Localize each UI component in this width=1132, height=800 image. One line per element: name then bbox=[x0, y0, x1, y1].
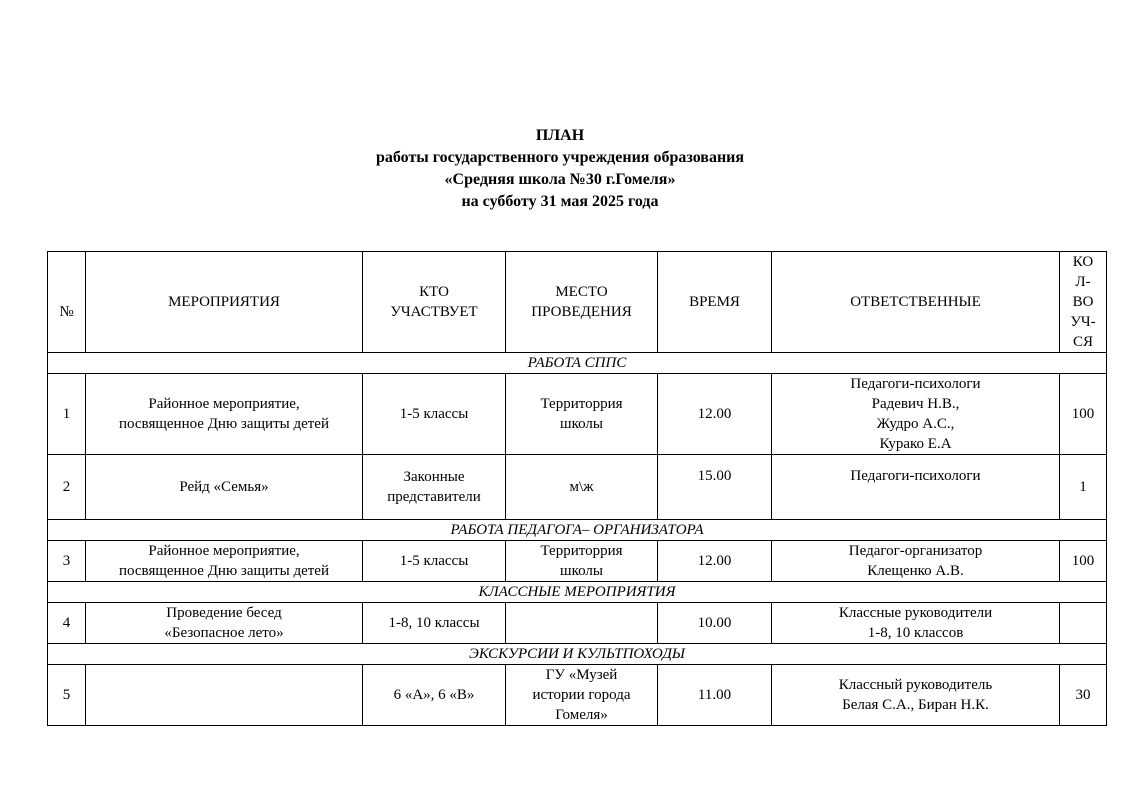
row-place-line: школы bbox=[560, 563, 603, 579]
row-event-line: «Безопасное лето» bbox=[164, 625, 284, 641]
table-row bbox=[48, 455, 1107, 520]
row-time: 11.00 bbox=[658, 665, 772, 726]
section-title: ЭКСКУРСИИ И КУЛЬТПОХОДЫ bbox=[48, 644, 1107, 665]
row-resp bbox=[772, 665, 1060, 726]
row-count: 100 bbox=[1060, 374, 1107, 455]
row-resp-line: Классный руководитель bbox=[838, 677, 993, 693]
row-place-line: истории города bbox=[532, 687, 631, 703]
row-count: 30 bbox=[1060, 665, 1107, 726]
row-resp-line: Клещенко А.В. bbox=[867, 563, 964, 579]
row-place bbox=[506, 603, 658, 644]
row-num: 3 bbox=[48, 541, 86, 582]
header-who-line: УЧАСТВУЕТ bbox=[390, 304, 478, 320]
section-title: РАБОТА ПЕДАГОГА– ОРГАНИЗАТОРА bbox=[48, 520, 1107, 541]
title-line-3: «Средняя школа №30 г.Гомеля» bbox=[444, 171, 676, 188]
row-resp-line: Белая С.А., Биран Н.К. bbox=[842, 697, 989, 713]
document-title bbox=[0, 125, 1120, 213]
row-place-line: Территоррия bbox=[540, 396, 623, 412]
header-place-line: ПРОВЕДЕНИЯ bbox=[531, 304, 632, 320]
header-event: МЕРОПРИЯТИЯ bbox=[86, 252, 363, 353]
row-event-line: посвященное Дню защиты детей bbox=[119, 416, 329, 432]
header-count-line: КО bbox=[1072, 254, 1094, 270]
section-title: КЛАССНЫЕ МЕРОПРИЯТИЯ bbox=[48, 582, 1107, 603]
table-row bbox=[48, 374, 1107, 455]
row-time: 10.00 bbox=[658, 603, 772, 644]
row-event-line: посвященное Дню защиты детей bbox=[119, 563, 329, 579]
row-place-line: Гомеля» bbox=[555, 707, 608, 723]
header-count-line: Л- bbox=[1075, 274, 1091, 290]
row-time: 12.00 bbox=[658, 541, 772, 582]
header-count bbox=[1060, 252, 1107, 353]
row-event-line: Проведение бесед bbox=[166, 605, 282, 621]
row-event bbox=[86, 374, 363, 455]
row-place-line: м\ж bbox=[569, 479, 594, 495]
row-event bbox=[86, 603, 363, 644]
row-resp bbox=[772, 455, 1060, 520]
header-count-line: ВО bbox=[1072, 294, 1094, 310]
header-count-line: СЯ bbox=[1072, 334, 1093, 350]
row-resp bbox=[772, 374, 1060, 455]
row-num: 1 bbox=[48, 374, 86, 455]
section-row bbox=[48, 353, 1107, 374]
row-resp-line: Жудро А.С., bbox=[876, 416, 955, 432]
section-row bbox=[48, 520, 1107, 541]
header-time: ВРЕМЯ bbox=[658, 252, 772, 353]
title-line-1: ПЛАН bbox=[535, 127, 585, 144]
title-line-2: работы государственного учреждения образования bbox=[375, 149, 745, 166]
header-who-line: КТО bbox=[419, 284, 449, 300]
row-resp-line: Педагог-организатор bbox=[848, 543, 983, 559]
row-num: 2 bbox=[48, 455, 86, 520]
row-num: 4 bbox=[48, 603, 86, 644]
row-num: 5 bbox=[48, 665, 86, 726]
table-row bbox=[48, 541, 1107, 582]
row-who-line: 1-5 классы bbox=[399, 406, 469, 422]
row-count bbox=[1060, 603, 1107, 644]
plan-table bbox=[47, 251, 1107, 726]
row-place-line: школы bbox=[560, 416, 603, 432]
row-resp bbox=[772, 541, 1060, 582]
row-resp-line: Радевич Н.В., bbox=[871, 396, 960, 412]
header-count-line: УЧ- bbox=[1070, 314, 1096, 330]
row-count: 1 bbox=[1060, 455, 1107, 520]
title-line-4: на субботу 31 мая 2025 года bbox=[461, 193, 659, 210]
section-title: РАБОТА СППС bbox=[48, 353, 1107, 374]
row-who-line: Законные bbox=[403, 469, 465, 485]
header-who bbox=[363, 252, 506, 353]
header-resp: ОТВЕТСТВЕННЫЕ bbox=[772, 252, 1060, 353]
row-who bbox=[363, 374, 506, 455]
row-time: 12.00 bbox=[658, 374, 772, 455]
row-place bbox=[506, 374, 658, 455]
row-place bbox=[506, 455, 658, 520]
row-event-line: Рейд «Семья» bbox=[179, 479, 269, 495]
row-who bbox=[363, 455, 506, 520]
row-event-line: Районное мероприятие, bbox=[148, 396, 300, 412]
row-who bbox=[363, 603, 506, 644]
row-time: 15.00 bbox=[658, 455, 772, 520]
row-event-line: Районное мероприятие, bbox=[148, 543, 300, 559]
table-row bbox=[48, 665, 1107, 726]
row-place-line: ГУ «Музей bbox=[545, 667, 618, 683]
row-who bbox=[363, 541, 506, 582]
row-who-line: представители bbox=[387, 489, 481, 505]
section-row bbox=[48, 582, 1107, 603]
row-resp-line: Педагоги-психологи bbox=[850, 376, 981, 392]
header-place-line: МЕСТО bbox=[555, 284, 608, 300]
row-who-line: 1-5 классы bbox=[399, 553, 469, 569]
section-row bbox=[48, 644, 1107, 665]
row-resp-line: Педагоги-психологи bbox=[850, 468, 981, 484]
row-place bbox=[506, 665, 658, 726]
row-resp-line: Курако Е.А bbox=[879, 436, 952, 452]
header-place bbox=[506, 252, 658, 353]
row-resp bbox=[772, 603, 1060, 644]
row-event bbox=[86, 665, 363, 726]
row-who-line: 1-8, 10 классы bbox=[388, 615, 480, 631]
row-who bbox=[363, 665, 506, 726]
row-who-line: 6 «А», 6 «В» bbox=[393, 687, 475, 703]
row-resp-line: 1-8, 10 классов bbox=[867, 625, 964, 641]
table-row bbox=[48, 603, 1107, 644]
row-count: 100 bbox=[1060, 541, 1107, 582]
row-event bbox=[86, 541, 363, 582]
row-resp-line: Классные руководители bbox=[838, 605, 993, 621]
row-place bbox=[506, 541, 658, 582]
row-place-line: Территоррия bbox=[540, 543, 623, 559]
header-num: № bbox=[48, 252, 86, 353]
header-row bbox=[48, 252, 1107, 353]
row-event bbox=[86, 455, 363, 520]
